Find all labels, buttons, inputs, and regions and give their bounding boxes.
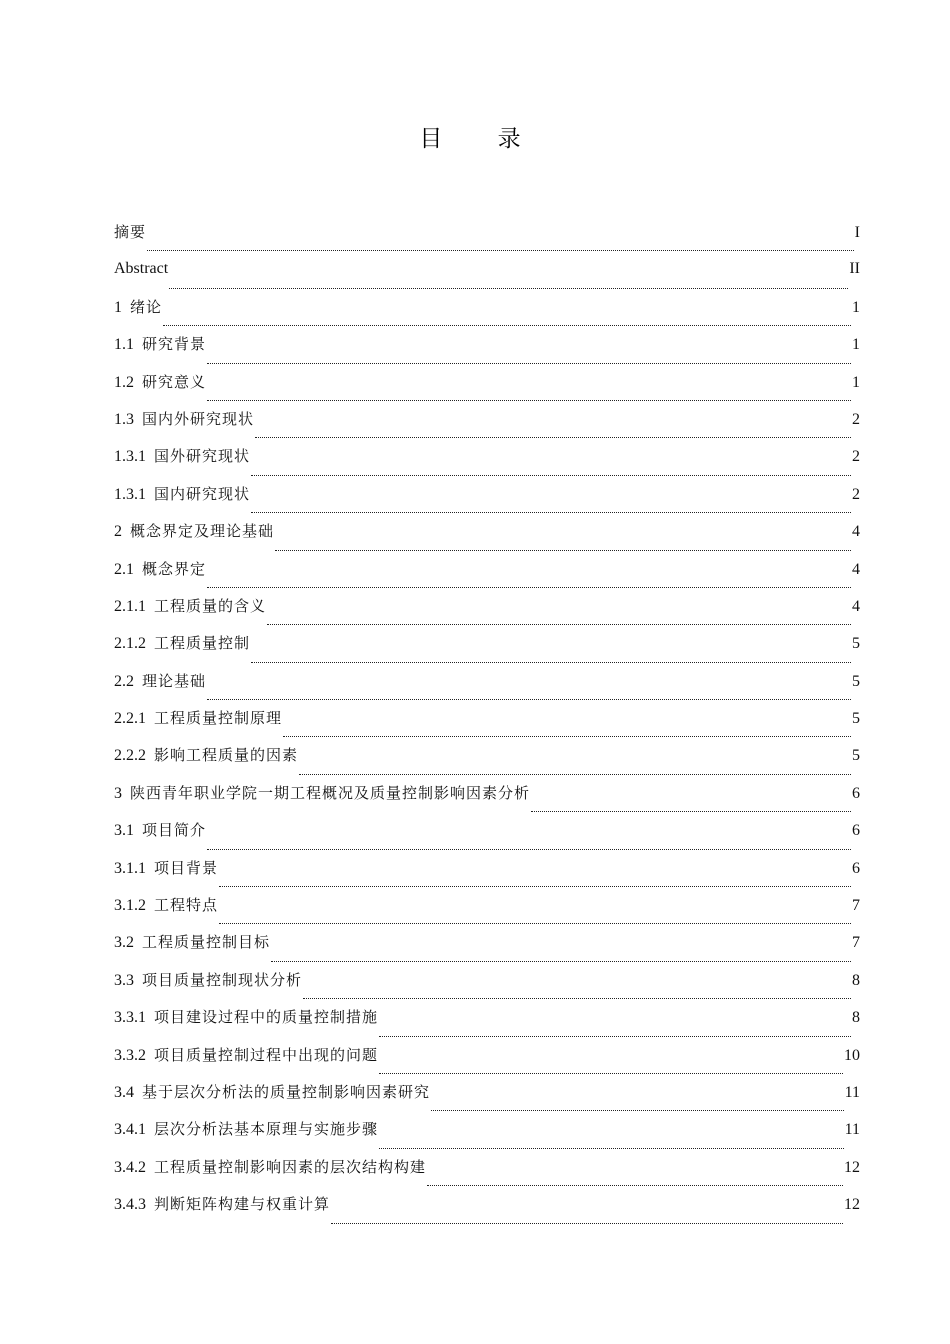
toc-section-title: 工程质量控制 <box>154 634 251 653</box>
toc-section-number: 1.3 <box>114 410 134 428</box>
toc-entry-label <box>114 1117 378 1142</box>
toc-section-number: 3.3.2 <box>114 1046 146 1064</box>
toc-page-number: 7 <box>852 897 860 915</box>
toc-page-number: I <box>854 224 860 241</box>
toc-section-title: 影响工程质量的因素 <box>154 746 299 765</box>
toc-section-number: 3.1.1 <box>114 859 146 877</box>
toc-section-title: 国内研究现状 <box>154 484 251 503</box>
toc-entry[interactable] <box>114 1155 860 1192</box>
toc-section-number: 1.1 <box>114 336 134 354</box>
toc-entry[interactable] <box>114 295 860 332</box>
dot-leader <box>379 1136 844 1150</box>
toc-page-number: 8 <box>852 1009 860 1027</box>
toc-entry-label <box>114 856 218 881</box>
toc-section-number: 2.1.1 <box>114 597 146 615</box>
toc-entry-label <box>114 743 298 768</box>
toc-section-title: 判断矩阵构建与权重计算 <box>154 1195 331 1214</box>
toc-section-number: 2.2 <box>114 672 134 690</box>
toc-entry[interactable] <box>114 519 860 556</box>
toc-entry-label <box>114 1080 430 1105</box>
toc-page-number: 8 <box>852 971 860 989</box>
toc-entry-label <box>114 893 218 918</box>
toc-section-title: 概念界定 <box>142 559 207 578</box>
toc-entry[interactable] <box>114 407 860 444</box>
dot-leader <box>147 238 854 252</box>
toc-section-number: 1.2 <box>114 373 134 391</box>
toc-entry-label <box>114 557 206 582</box>
toc-section-title: 工程质量控制原理 <box>154 709 283 728</box>
toc-page-number: 6 <box>852 784 860 802</box>
dot-leader <box>255 425 851 439</box>
dot-leader <box>207 351 851 365</box>
toc-entry-label <box>114 930 270 955</box>
toc-entry[interactable] <box>114 594 860 631</box>
toc-section-title: 层次分析法基本原理与实施步骤 <box>154 1120 379 1139</box>
toc-entry[interactable] <box>114 743 860 780</box>
toc-entry[interactable] <box>114 444 860 481</box>
toc-entry[interactable] <box>114 930 860 967</box>
toc-entry-label <box>114 295 162 320</box>
toc-section-title: 项目简介 <box>142 821 207 840</box>
toc-title: 目 录 <box>419 126 545 152</box>
toc-page-number: 5 <box>852 710 860 728</box>
toc-entry[interactable] <box>114 482 860 519</box>
toc-entry[interactable] <box>114 1192 860 1229</box>
dot-leader <box>207 687 851 701</box>
toc-page-number: 2 <box>852 410 860 428</box>
toc-section-number: 1.3.1 <box>114 485 146 503</box>
toc-page-number: 12 <box>844 1158 860 1176</box>
toc-entry[interactable] <box>114 781 860 818</box>
dot-leader <box>431 1098 844 1112</box>
toc-section-number: 2.1.2 <box>114 635 146 653</box>
toc-section-number: 2.2.1 <box>114 710 146 728</box>
toc-page-number: 11 <box>844 1083 860 1101</box>
toc-entry-label <box>114 1043 378 1068</box>
toc-entry[interactable] <box>114 631 860 668</box>
toc-page-number: 1 <box>852 336 860 354</box>
table-of-contents <box>114 220 860 1230</box>
toc-entry-label <box>114 968 302 993</box>
toc-section-title: 理论基础 <box>142 671 207 690</box>
toc-page-number: 6 <box>852 859 860 877</box>
toc-page-number: 5 <box>852 747 860 765</box>
dot-leader <box>207 837 851 851</box>
toc-section-title: 概念界定及理论基础 <box>130 522 275 541</box>
toc-page-number: 7 <box>852 934 860 952</box>
toc-page-number: 1 <box>852 373 860 391</box>
toc-section-number: 3.3.1 <box>114 1009 146 1027</box>
toc-page-number: 12 <box>844 1196 860 1214</box>
toc-entry[interactable] <box>114 669 860 706</box>
dot-leader <box>219 911 851 925</box>
toc-entry[interactable] <box>114 856 860 893</box>
toc-entry[interactable] <box>114 706 860 743</box>
toc-section-number: 3.3 <box>114 971 134 989</box>
toc-section-title: 摘要 <box>114 223 147 241</box>
toc-entry-label <box>114 482 250 507</box>
toc-entry[interactable] <box>114 257 860 294</box>
toc-section-number: 2.1 <box>114 560 134 578</box>
toc-entry-label <box>114 444 250 469</box>
toc-entry-label <box>114 332 206 357</box>
toc-page-number: 1 <box>852 298 860 316</box>
toc-section-number: 3 <box>114 784 122 802</box>
dot-leader <box>531 799 851 813</box>
toc-page-number: 11 <box>844 1121 860 1139</box>
toc-section-title: 工程质量控制影响因素的层次结构构建 <box>154 1157 427 1176</box>
toc-entry-label <box>114 220 146 245</box>
toc-section-number: 3.4.2 <box>114 1158 146 1176</box>
toc-entry-label <box>114 1155 426 1180</box>
toc-section-title: 研究背景 <box>142 335 207 354</box>
toc-section-title: 工程特点 <box>154 896 219 915</box>
toc-entry[interactable] <box>114 1043 860 1080</box>
dot-leader <box>303 986 851 1000</box>
dot-leader <box>251 500 851 514</box>
dot-leader <box>219 874 851 888</box>
toc-section-title: 项目建设过程中的质量控制措施 <box>154 1008 379 1027</box>
toc-page-number: 4 <box>852 523 860 541</box>
toc-section-number: 3.4.1 <box>114 1121 146 1139</box>
toc-entry-label <box>114 669 206 694</box>
dot-leader <box>207 575 851 589</box>
dot-leader <box>379 1061 843 1075</box>
toc-entry[interactable] <box>114 332 860 369</box>
toc-page-number: 4 <box>852 560 860 578</box>
toc-section-number: 1 <box>114 298 122 316</box>
toc-entry[interactable] <box>114 220 860 257</box>
toc-entry-label <box>114 594 266 619</box>
toc-entry[interactable] <box>114 1117 860 1154</box>
toc-entry-label <box>114 1192 330 1217</box>
dot-leader <box>251 463 851 477</box>
dot-leader <box>299 762 851 776</box>
toc-entry[interactable] <box>114 557 860 594</box>
dot-leader <box>251 650 851 664</box>
toc-page-number: 6 <box>852 822 860 840</box>
dot-leader <box>207 388 851 402</box>
toc-entry[interactable] <box>114 370 860 407</box>
toc-section-title: 项目质量控制过程中出现的问题 <box>154 1045 379 1064</box>
toc-section-number: 2 <box>114 523 122 541</box>
toc-page-number: 2 <box>852 448 860 466</box>
toc-section-number: 3.4.3 <box>114 1196 146 1214</box>
toc-entry[interactable] <box>114 1080 860 1117</box>
toc-entry-label <box>114 407 254 432</box>
toc-section-number: 3.2 <box>114 934 134 952</box>
toc-section-number: 3.1.2 <box>114 897 146 915</box>
dot-leader <box>163 313 851 327</box>
dot-leader <box>283 724 851 738</box>
dot-leader <box>267 612 851 626</box>
toc-section-title: 项目质量控制现状分析 <box>142 970 303 989</box>
toc-entry-label <box>114 781 530 806</box>
toc-entry-label <box>114 370 206 395</box>
toc-page-number: 5 <box>852 635 860 653</box>
toc-entry-label <box>114 706 282 731</box>
dot-leader <box>169 276 848 290</box>
toc-section-title: 基于层次分析法的质量控制影响因素研究 <box>142 1082 431 1101</box>
toc-entry-label <box>114 1005 378 1030</box>
toc-page-number: 2 <box>852 485 860 503</box>
toc-section-title: 工程质量的含义 <box>154 596 267 615</box>
toc-page-number: 10 <box>844 1046 860 1064</box>
dot-leader <box>427 1173 843 1187</box>
toc-section-title: 项目背景 <box>154 858 219 877</box>
dot-leader <box>271 949 851 963</box>
toc-section-title: 工程质量控制目标 <box>142 933 271 952</box>
dot-leader <box>379 1024 851 1038</box>
toc-section-number: 3.4 <box>114 1083 134 1101</box>
toc-entry[interactable] <box>114 818 860 855</box>
toc-section-title: 绪论 <box>130 297 163 316</box>
toc-entry[interactable] <box>114 968 860 1005</box>
toc-page-number: II <box>849 260 860 278</box>
dot-leader <box>275 538 851 552</box>
toc-page-number: 5 <box>852 672 860 690</box>
toc-section-number: 2.2.2 <box>114 747 146 765</box>
dot-leader <box>331 1211 843 1225</box>
toc-section-title: 国外研究现状 <box>154 447 251 466</box>
toc-section-title: Abstract <box>114 260 169 278</box>
toc-entry-label <box>114 631 250 656</box>
toc-entry-label <box>114 519 274 544</box>
toc-page-number: 4 <box>852 597 860 615</box>
toc-section-title: 研究意义 <box>142 372 207 391</box>
toc-section-title: 陕西青年职业学院一期工程概况及质量控制影响因素分析 <box>130 783 531 802</box>
toc-entry[interactable] <box>114 893 860 930</box>
toc-section-title: 国内外研究现状 <box>142 409 255 428</box>
toc-entry-label <box>114 818 206 843</box>
toc-entry-label <box>114 257 168 281</box>
toc-section-number: 1.3.1 <box>114 448 146 466</box>
toc-entry[interactable] <box>114 1005 860 1042</box>
toc-section-number: 3.1 <box>114 822 134 840</box>
